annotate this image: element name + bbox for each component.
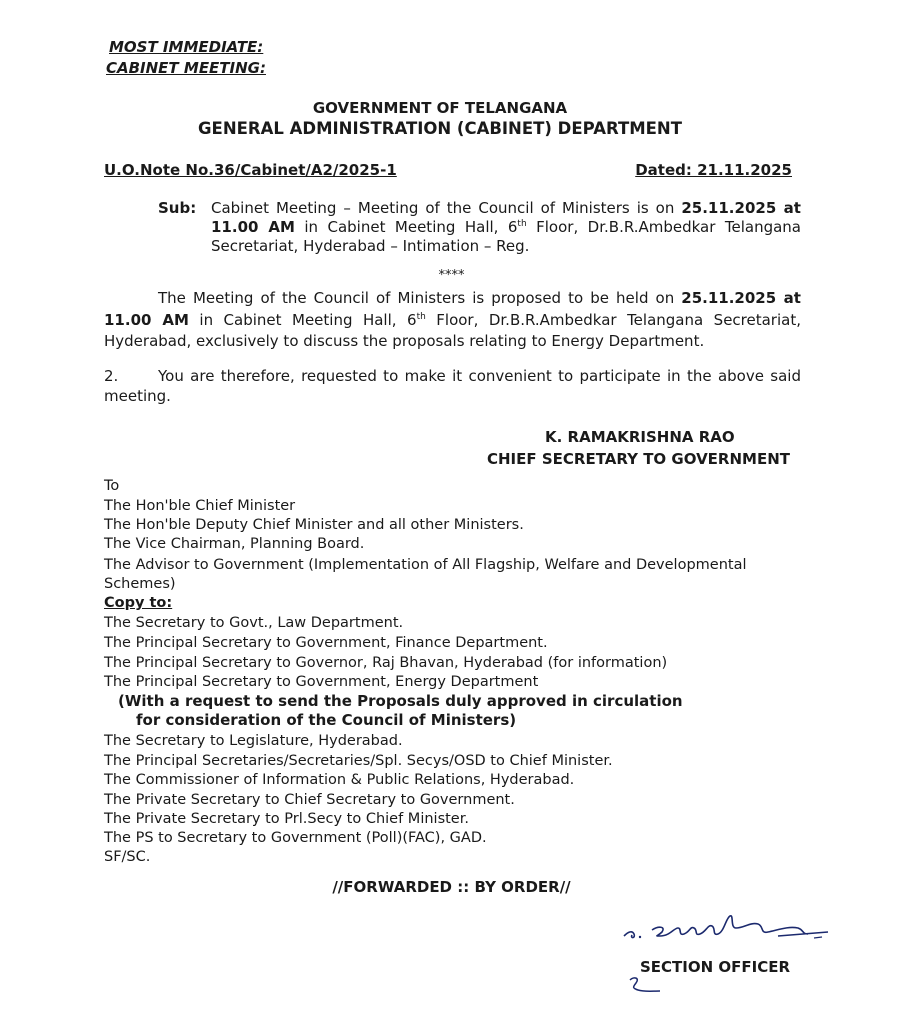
copy-item: The Principal Secretary to Governor, Raj Bhavan, Hyderabad (for information) xyxy=(104,655,668,671)
separator-stars: **** xyxy=(438,268,465,283)
signatory-name: K. RAMAKRISHNA RAO xyxy=(545,428,735,446)
subject-sup: th xyxy=(517,219,527,229)
copy-request-line-2: for consideration of the Council of Ministers) xyxy=(136,711,517,729)
copy-to-label: Copy to: xyxy=(104,595,173,611)
subject-line-3: Secretariat, Hyderabad – Intimation – Reg. xyxy=(211,237,530,255)
to-label: To xyxy=(104,478,120,494)
para1-time: 11.00 AM xyxy=(104,311,189,329)
subject-date: 25.11.2025 at xyxy=(681,199,801,217)
government-title: GOVERNMENT OF TELANGANA xyxy=(312,99,568,117)
para2-line-1 xyxy=(158,367,801,386)
para1-line-2 xyxy=(104,311,801,330)
para1-sup: th xyxy=(416,312,426,322)
note-date: Dated: 21.11.2025 xyxy=(635,161,792,179)
to-recipient: The Hon'ble Deputy Chief Minister and all other Ministers. xyxy=(104,517,524,533)
meeting-type-label: CABINET MEETING: xyxy=(106,59,266,77)
para2-number: 2. xyxy=(104,367,119,385)
copy-item: The Private Secretary to Prl.Secy to Chief Minister. xyxy=(104,811,469,827)
subject-label: Sub: xyxy=(158,199,197,217)
to-recipient: The Vice Chairman, Planning Board. xyxy=(104,536,365,552)
copy-item: The Private Secretary to Chief Secretary to Government. xyxy=(104,792,515,808)
para1-text-2: in Cabinet Meeting Hall, 6 xyxy=(199,311,417,329)
copy-item: The Principal Secretary to Government, Energy Department xyxy=(104,674,539,690)
subject-text-2b: Floor, Dr.B.R.Ambedkar Telangana xyxy=(536,218,801,236)
para1-text-1: The Meeting of the Council of Ministers is proposed to be held on xyxy=(158,289,675,307)
subject-text-1: Cabinet Meeting – Meeting of the Council of Ministers is on xyxy=(211,199,675,217)
copy-item: SF/SC. xyxy=(104,849,151,865)
to-recipient: The Hon'ble Chief Minister xyxy=(104,498,296,514)
copy-item: The Principal Secretaries/Secretaries/Spl. Secys/OSD to Chief Minister. xyxy=(104,753,613,769)
copy-item: The Commissioner of Information & Public Relations, Hyderabad. xyxy=(104,772,575,788)
section-officer-label: SECTION OFFICER xyxy=(640,958,791,976)
para1-line-1 xyxy=(158,289,801,308)
subject-text-2: in Cabinet Meeting Hall, 6 xyxy=(304,218,518,236)
subject-line-1 xyxy=(211,199,801,218)
copy-item: The Principal Secretary to Government, Finance Department. xyxy=(104,635,548,651)
copy-item: The Secretary to Legislature, Hyderabad. xyxy=(104,733,403,749)
priority-label: MOST IMMEDIATE: xyxy=(109,38,264,56)
signatory-designation: CHIEF SECRETARY TO GOVERNMENT xyxy=(487,450,790,468)
forwarded-by-order: //FORWARDED :: BY ORDER// xyxy=(332,878,571,896)
para1-line-3: Hyderabad, exclusively to discuss the proposals relating to Energy Department. xyxy=(104,332,705,350)
para1-text-2b: Floor, Dr.B.R.Ambedkar Telangana Secretariat, xyxy=(436,311,801,329)
para2-text-1: You are therefore, requested to make it convenient to participate in the above said xyxy=(158,367,801,385)
para1-date: 25.11.2025 at xyxy=(681,289,801,307)
to-recipient: Schemes) xyxy=(104,576,176,592)
para2-line-2: meeting. xyxy=(104,387,171,405)
subject-line-2 xyxy=(211,218,801,237)
copy-request-line-1: (With a request to send the Proposals duly approved in circulation xyxy=(118,692,683,710)
to-recipient: The Advisor to Government (Implementation of All Flagship, Welfare and Developmental xyxy=(104,557,747,573)
department-title: GENERAL ADMINISTRATION (CABINET) DEPARTMENT xyxy=(198,119,682,138)
copy-item: The Secretary to Govt., Law Department. xyxy=(104,615,404,631)
handwritten-signature xyxy=(618,906,848,946)
subject-time: 11.00 AM xyxy=(211,218,295,236)
initials-mark xyxy=(624,974,664,996)
note-number: U.O.Note No.36/Cabinet/A2/2025-1 xyxy=(104,161,397,179)
copy-item: The PS to Secretary to Government (Poll)(FAC), GAD. xyxy=(104,830,487,846)
